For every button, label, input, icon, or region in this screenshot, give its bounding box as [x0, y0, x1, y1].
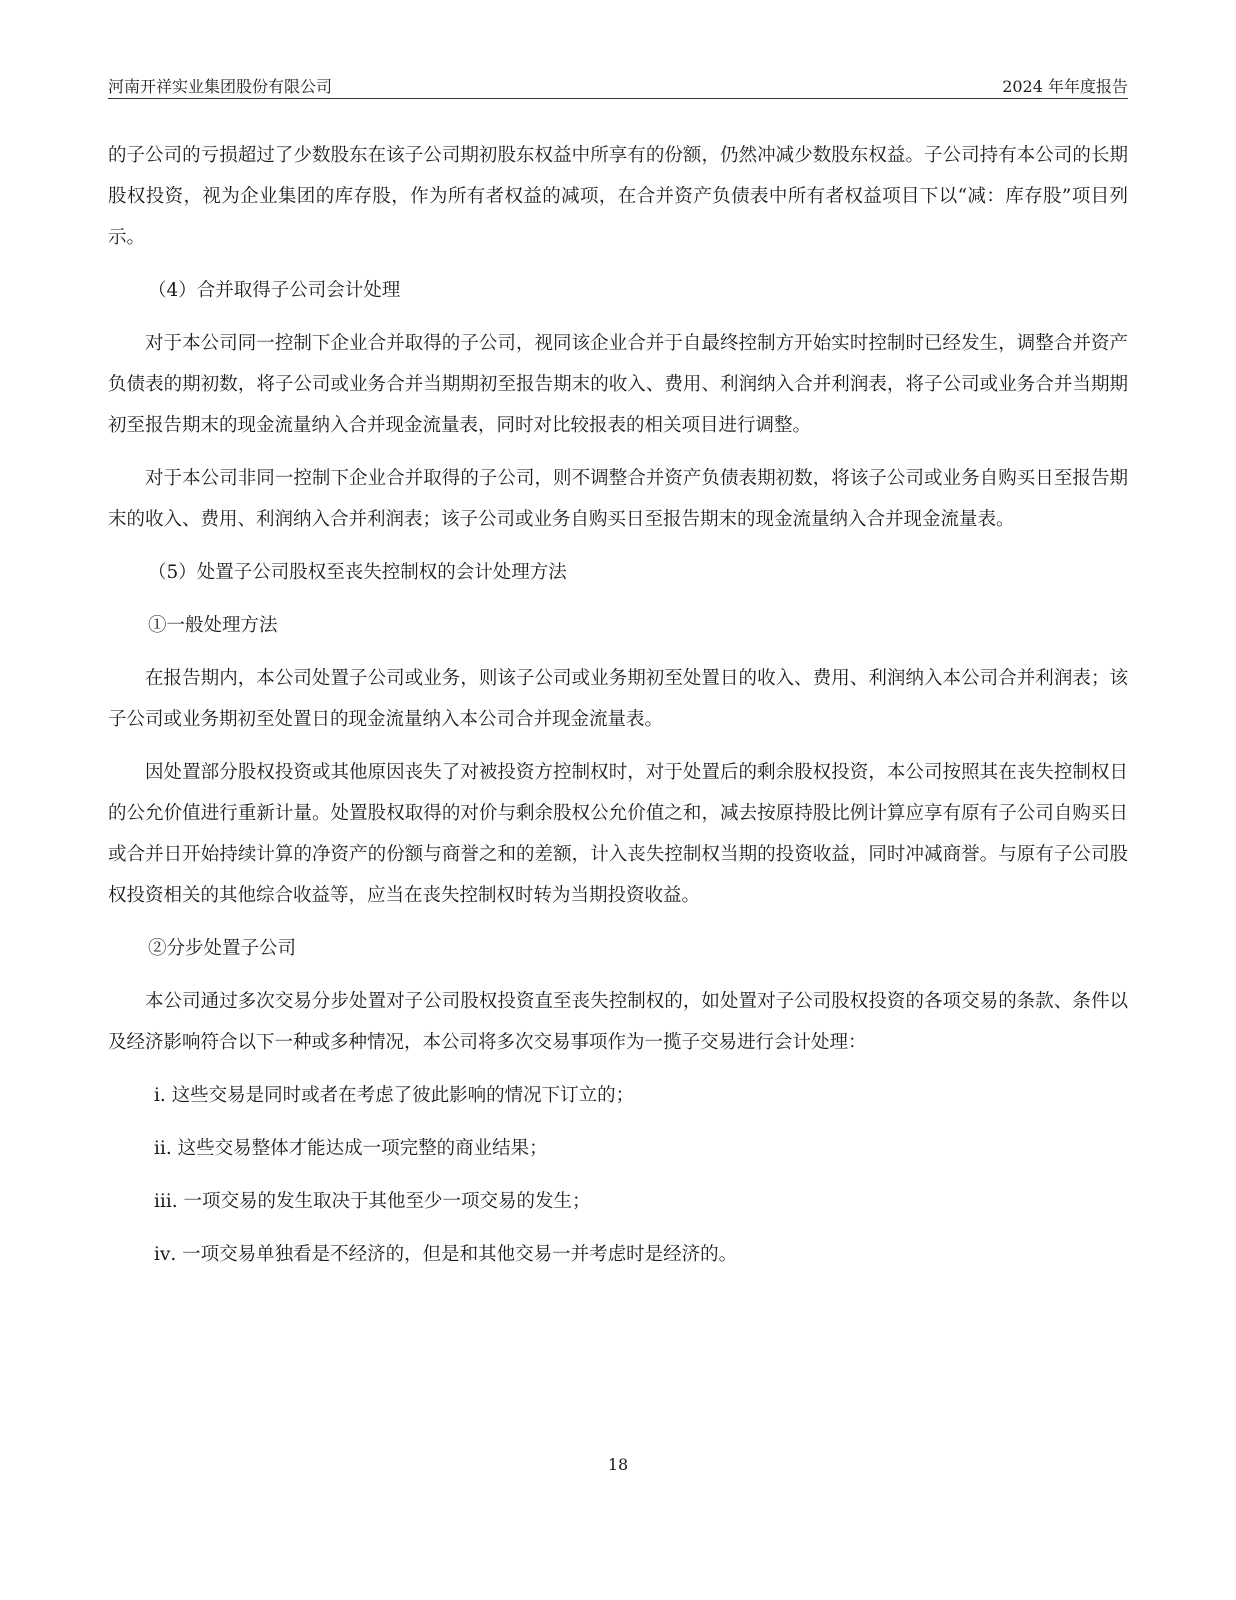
page-body	[108, 135, 1128, 1287]
list-item: ⅲ. 一项交易的发生取决于其他至少一项交易的发生；	[154, 1191, 591, 1212]
list-item: ⅱ. 这些交易整体才能达成一项完整的商业结果；	[154, 1138, 548, 1159]
paragraph-stepwise-disposal: 本公司通过多次交易分步处置对子公司股权投资直至丧失控制权的，如处置对子公司股权投资的各项交易的条款、条件以及经济影响符合以下一种或多种情况，本公司将多次交易事项作为一揽子交易进行会计处理：	[108, 991, 1128, 1053]
section-heading-4: （4）合并取得子公司会计处理	[148, 280, 401, 301]
section-heading-5: （5）处置子公司股权至丧失控制权的会计处理方法	[148, 562, 567, 583]
report-title: 2024 年年度报告	[1002, 77, 1128, 96]
paragraph-general-method: 在报告期内，本公司处置子公司或业务，则该子公司或业务期初至处置日的收入、费用、利润纳入本公司合并利润表；该子公司或业务期初至处置日的现金流量纳入本公司合并现金流量表。	[108, 668, 1128, 730]
list-item: ⅳ. 一项交易单独看是不经济的，但是和其他交易一并考虑时是经济的。	[154, 1244, 738, 1265]
paragraph-continued: 的子公司的亏损超过了少数股东在该子公司期初股东权益中所享有的份额，仍然冲减少数股东权益。子公司持有本公司的长期股权投资，视为企业集团的库存股，作为所有者权益的减项，在合并资产负债表中所有者权益项目下以“减：库存股”项目列示。	[108, 145, 1128, 248]
list-item: ⅰ. 这些交易是同时或者在考虑了彼此影响的情况下订立的；	[154, 1085, 635, 1106]
page-header	[108, 70, 1128, 99]
subheading-stepwise-disposal: ②分步处置子公司	[148, 938, 297, 959]
subheading-general-method: ①一般处理方法	[148, 615, 278, 636]
paragraph-same-control: 对于本公司同一控制下企业合并取得的子公司，视同该企业合并于自最终控制方开始实时控制时已经发生，调整合并资产负债表的期初数，将子公司或业务合并当期期初至报告期末的收入、费用、利润纳入合并利润表，将子公司或业务合并当期期初至报告期末的现金流量纳入合并现金流量表，同时对比较报表的相关项目进行调整。	[108, 333, 1128, 436]
paragraph-loss-of-control: 因处置部分股权投资或其他原因丧失了对被投资方控制权时，对于处置后的剩余股权投资，本公司按照其在丧失控制权日的公允价值进行重新计量。处置股权取得的对价与剩余股权公允价值之和，减去按原持股比例计算应享有原有子公司自购买日或合并日开始持续计算的净资产的份额与商誉之和的差额，计入丧失控制权当期的投资收益，同时冲减商誉。与原有子公司股权投资相关的其他综合收益等，应当在丧失控制权时转为当期投资收益。	[108, 762, 1128, 906]
page-number: 18	[607, 1455, 629, 1474]
company-name: 河南开祥实业集团股份有限公司	[108, 77, 333, 96]
paragraph-non-same-control: 对于本公司非同一控制下企业合并取得的子公司，则不调整合并资产负债表期初数，将该子公司或业务自购买日至报告期末的收入、费用、利润纳入合并利润表；该子公司或业务自购买日至报告期末的现金流量纳入合并现金流量表。	[108, 468, 1128, 530]
